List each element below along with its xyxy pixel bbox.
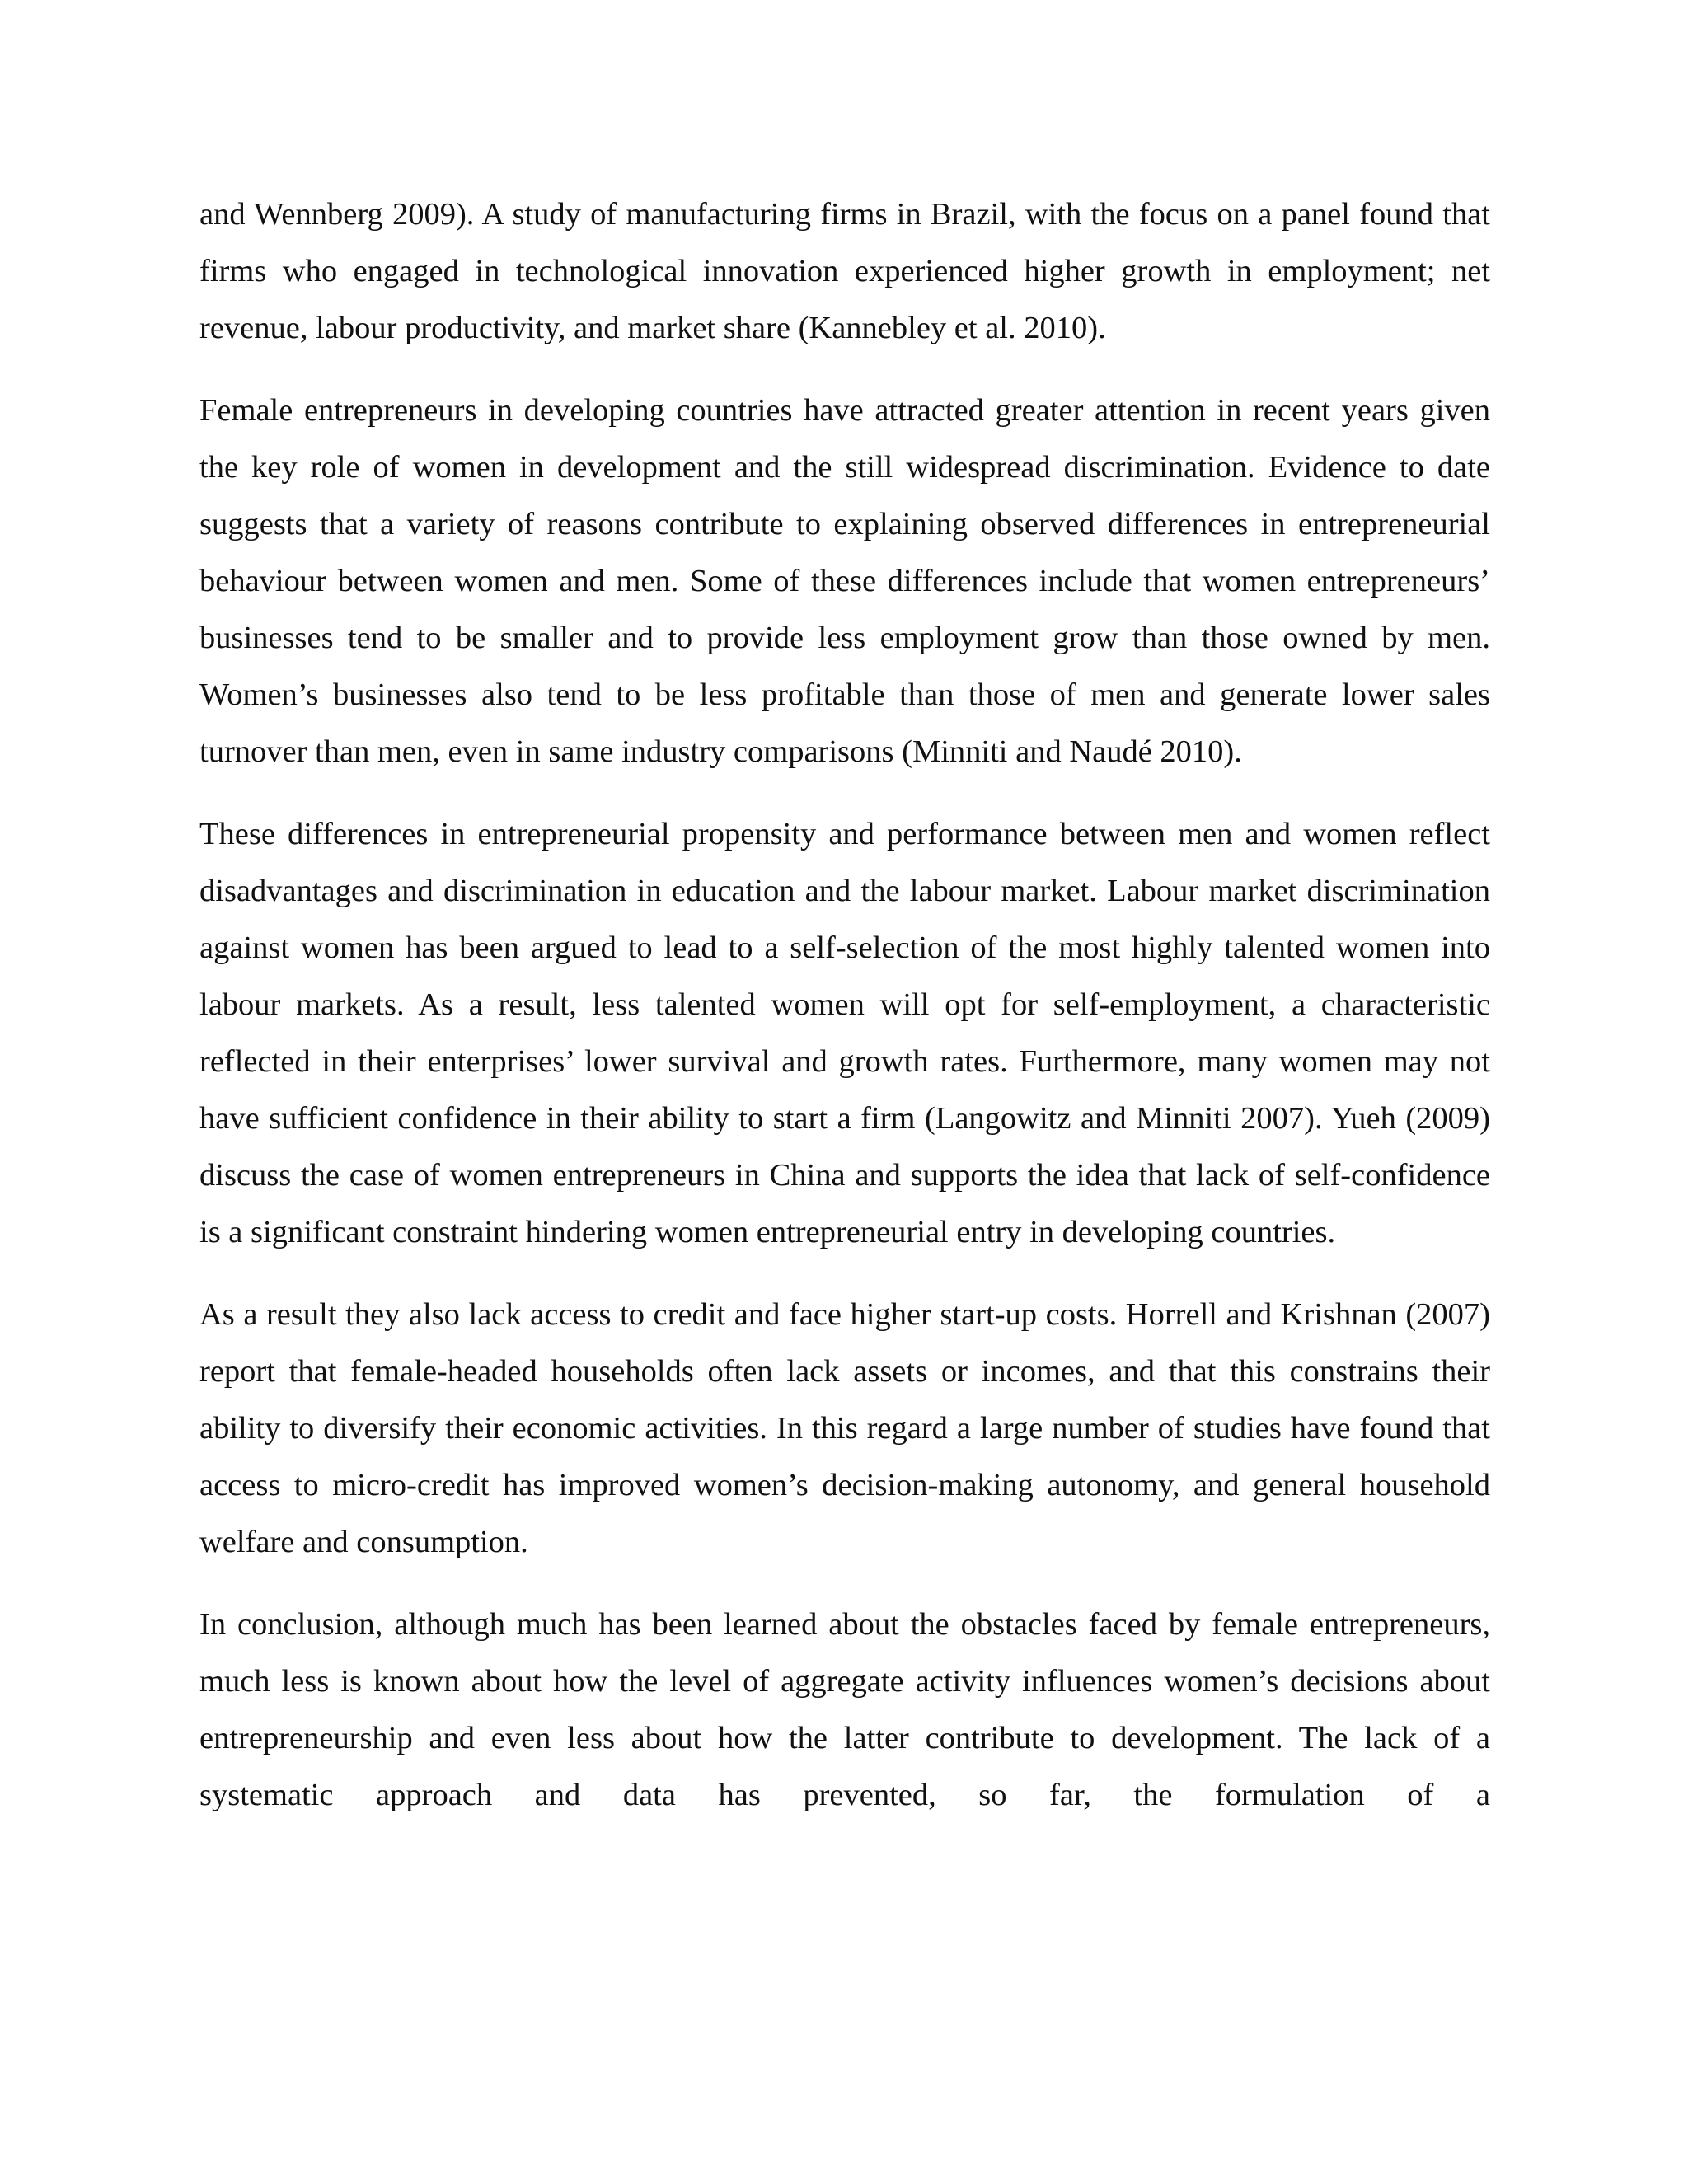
paragraph-differences: These differences in entrepreneurial propensity and performance between men and women reflect disadvantages and discrimination in education and the labour market. Labour market discrimination against women has been argued to lead to a self-selection of the most highly talented women into labour markets. As a result, less talented women will opt for self-employment, a characteristic reflected in their enterprises’ lower survival and growth rates. Furthermore, many women may not have sufficient confidence in their ability to start a firm (Langowitz and Minniti 2007). Yueh (2009) discuss the case of women entrepreneurs in China and supports the idea that lack of self-confidence is a significant constraint hindering women entrepreneurial entry in developing countries. <box>199 817 1490 1249</box>
paragraph-conclusion: In conclusion, although much has been learned about the obstacles faced by female entrepreneurs, much less is known about how the level of aggregate activity influences women’s decisions about entrepreneurship and even less about how the latter contribute to development. The lack of a systematic approach and data has prevented, so far, the formulation of a <box>199 1607 1490 1812</box>
paragraph-credit-access: As a result they also lack access to credit and face higher start-up costs. Horrell and Krishnan (2007) report that female-headed households often lack assets or incomes, and that this constrains their ability to diversify their economic activities. In this regard a large number of studies have found that access to micro-credit has improved women’s decision-making autonomy, and general household welfare and consumption. <box>199 1297 1490 1559</box>
paragraph-female-entrepreneurs: Female entrepreneurs in developing countries have attracted greater attention in recent years given the key role of women in development and the still widespread discrimination. Evidence to date suggests that a variety of reasons contribute to explaining observed differences in entrepreneurial behaviour between women and men. Some of these differences include that women entrepreneurs’ businesses tend to be smaller and to provide less employment grow than those owned by men. Women’s businesses also tend to be less profitable than those of men and generate lower sales turnover than men, even in same industry comparisons (Minniti and Naudé 2010). <box>199 393 1490 769</box>
body-text <box>199 186 1490 1824</box>
paragraph-continuation: and Wennberg 2009). A study of manufacturing firms in Brazil, with the focus on a panel found that firms who engaged in technological innovation experienced higher growth in employment; net revenue, labour productivity, and market share (Kannebley et al. 2010). <box>199 197 1490 345</box>
